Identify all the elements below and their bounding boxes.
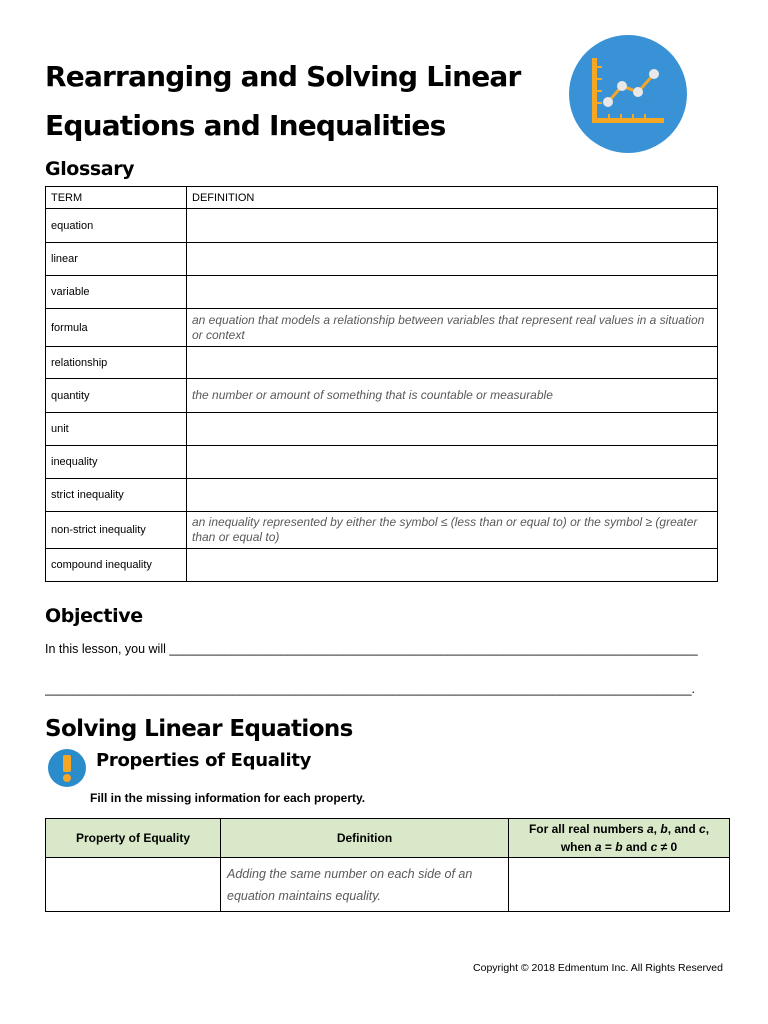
col-definition: Definition xyxy=(221,819,509,858)
glossary-term: quantity xyxy=(46,379,187,413)
section-heading: Solving Linear Equations xyxy=(45,716,353,742)
subsection-heading: Properties of Equality xyxy=(96,750,312,771)
table-row xyxy=(46,309,718,347)
table-row xyxy=(46,347,718,379)
glossary-definition[interactable] xyxy=(187,549,718,582)
page-title xyxy=(45,52,545,150)
definition-cell: Adding the same number on each side of an equation maintains equality. xyxy=(221,858,509,912)
table-row xyxy=(46,858,730,912)
line-chart-icon xyxy=(568,34,688,154)
table-row xyxy=(46,276,718,309)
table-row xyxy=(46,243,718,276)
properties-header-row xyxy=(46,819,730,858)
table-row xyxy=(46,209,718,243)
objective-line-2[interactable]: _____________________________________________________________________________________________. xyxy=(45,682,695,696)
table-row xyxy=(46,479,718,512)
glossary-term: variable xyxy=(46,276,187,309)
glossary-term: linear xyxy=(46,243,187,276)
page-title-line1: Rearranging and Solving Linear xyxy=(45,60,521,93)
properties-table xyxy=(45,818,730,912)
glossary-term: compound inequality xyxy=(46,549,187,582)
glossary-definition[interactable] xyxy=(187,347,718,379)
glossary-term: strict inequality xyxy=(46,479,187,512)
table-row xyxy=(46,512,718,549)
objective-heading: Objective xyxy=(45,605,143,627)
copyright-text: Copyright © 2018 Edmentum Inc. All Rights Reserved xyxy=(473,962,723,974)
table-row xyxy=(46,379,718,413)
glossary-col-term: TERM xyxy=(46,187,187,209)
table-row xyxy=(46,413,718,446)
example-cell[interactable] xyxy=(509,858,730,912)
glossary-term: inequality xyxy=(46,446,187,479)
glossary-definition[interactable] xyxy=(187,446,718,479)
glossary-header-row xyxy=(46,187,718,209)
glossary-definition[interactable]: an inequality represented by either the symbol ≤ (less than or equal to) or the symbol ≥ (greater than or equal to) xyxy=(187,512,718,549)
glossary-definition[interactable] xyxy=(187,209,718,243)
glossary-table xyxy=(45,186,718,582)
glossary-definition[interactable]: the number or amount of something that is countable or measurable xyxy=(187,379,718,413)
glossary-term: formula xyxy=(46,309,187,347)
instruction-text: Fill in the missing information for each property. xyxy=(90,791,366,805)
glossary-definition[interactable] xyxy=(187,243,718,276)
col-property: Property of Equality xyxy=(46,819,221,858)
glossary-definition[interactable]: an equation that models a relationship between variables that represent real values in a situation or context xyxy=(187,309,718,347)
glossary-term: unit xyxy=(46,413,187,446)
exclamation-icon xyxy=(47,748,87,788)
glossary-definition[interactable] xyxy=(187,479,718,512)
glossary-definition[interactable] xyxy=(187,276,718,309)
page-title-line2: Equations and Inequalities xyxy=(45,109,446,142)
glossary-col-definition: DEFINITION xyxy=(187,187,718,209)
glossary-definition[interactable] xyxy=(187,413,718,446)
glossary-term: non-strict inequality xyxy=(46,512,187,549)
property-cell[interactable] xyxy=(46,858,221,912)
table-row xyxy=(46,446,718,479)
glossary-term: equation xyxy=(46,209,187,243)
glossary-term: relationship xyxy=(46,347,187,379)
col-condition: For all real numbers a, b, and c, when a = b and c ≠ 0 xyxy=(509,819,730,858)
objective-line-1[interactable]: In this lesson, you will ____________________________________________________________________________ xyxy=(45,642,698,656)
table-row xyxy=(46,549,718,582)
glossary-heading: Glossary xyxy=(45,158,135,180)
